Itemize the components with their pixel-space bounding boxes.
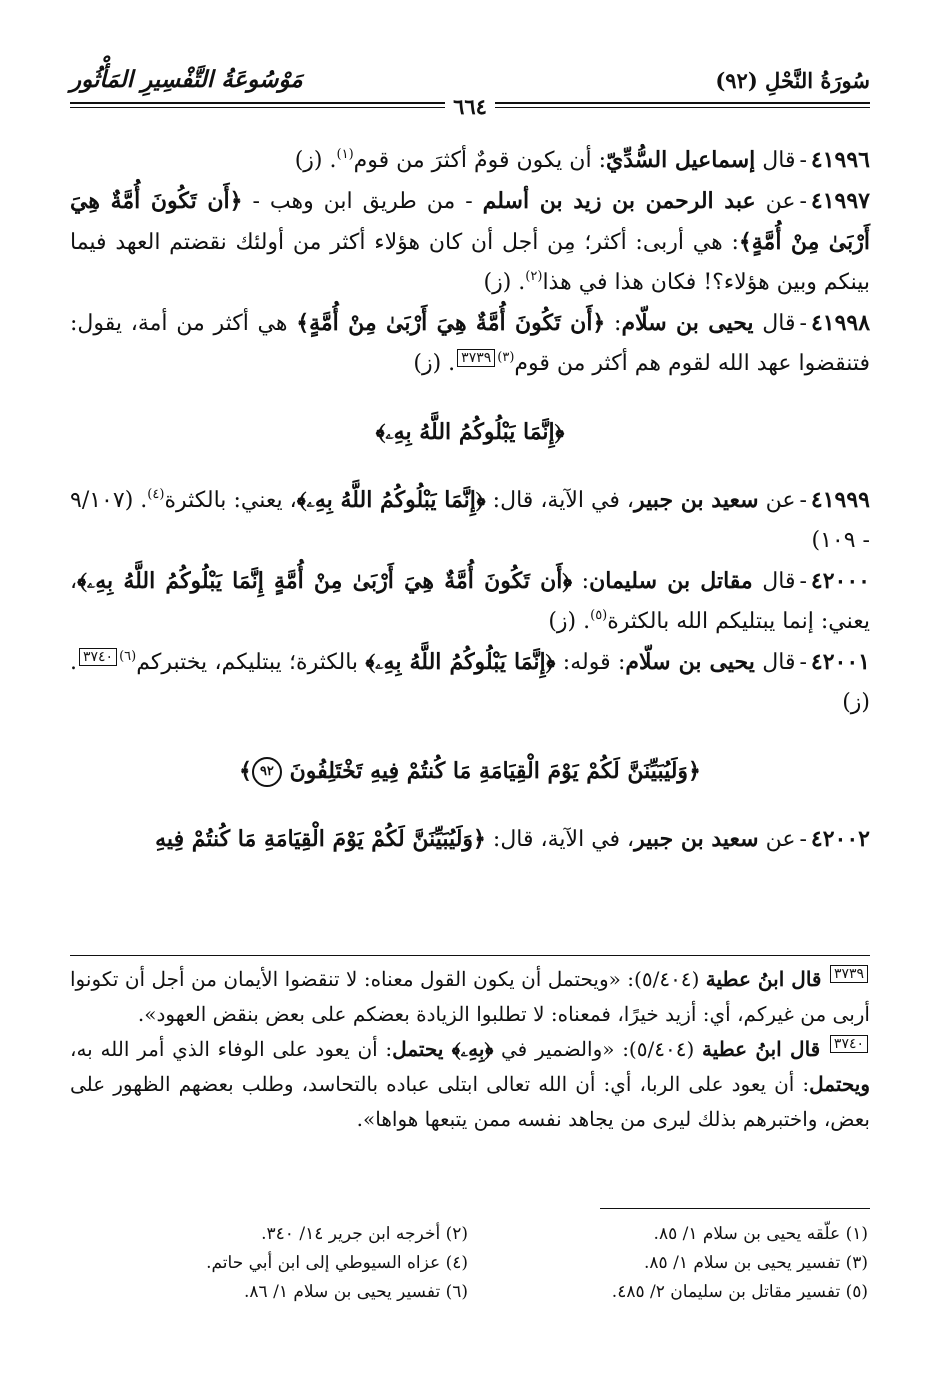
- narrator-name: مقاتل بن سليمان: [589, 568, 753, 594]
- book-title: مَوْسُوعَةُ التَّفْسِيرِ المَأْثُور: [70, 66, 303, 93]
- surah-title: سُورَةُ النَّحْلِ (٩٢): [715, 68, 870, 93]
- quran-quote: ﴿إِنَّمَا يَبْلُوكُمُ اللَّهُ بِهِۦ﴾: [296, 487, 486, 513]
- note-3739: ٣٧٣٩ قال ابنُ عطية (٥/٤٠٤): «ويحتمل أن يكون القول معناه: لا تنقضوا الأيمان من أجل أن تكونوا أربى من غيركم، أي: أزيد خيرًا، فمعناه: لا تطلبوا الزيادة بعضكم على بعض بنقض العهود».: [70, 966, 870, 1026]
- footnote-1: (١) علّقه يحيى بن سلام ١/ ٨٥.: [653, 1224, 868, 1244]
- narrator-name: سعيد بن جبير: [634, 487, 759, 513]
- notes-divider: [70, 955, 870, 956]
- main-content: [70, 140, 870, 860]
- narration-41999: ٤١٩٩٩-عن سعيد بن جبير، في الآية، قال: ﴿إِنَّمَا يَبْلُوكُمُ اللَّهُ بِهِۦ﴾، يعني: بالكثرة$^{(٤)}$. (٩/١٠٧ - ١٠٩): [70, 487, 870, 553]
- footnote-2: (٢) أخرجه ابن جرير ١٤/ ٣٤٠.: [261, 1224, 468, 1244]
- narration-41997: ٤١٩٩٧-عن عبد الرحمن بن زيد بن أسلم - من طريق ابن وهب - ﴿أَن تَكُونَ أُمَّةٌ هِيَ أَرْبَىٰ مِنْ أُمَّةٍ﴾: هي أربى: أكثر؛ مِن أجل أن كان هؤلاء أكثر من أولئك نقضتم العهد فيما بينكم وبين هؤلاء؟! فكان هذا في هذا$^{(٢)}$. (ز): [70, 188, 870, 295]
- footnote-4: (٤) عزاه السيوطي إلى ابن أبي حاتم.: [206, 1253, 468, 1273]
- narration-41996: ٤١٩٩٦-قال إسماعيل السُّدِّيّ: أن يكون قومٌ أكثرَ من قوم$^{(١)}$. (ز): [294, 147, 870, 173]
- quran-quote: ﴿وَلَيُبَيِّنَنَّ لَكُمْ يَوْمَ الْقِيَامَةِ مَا كُنتُمْ فِيهِ: [155, 826, 486, 852]
- quran-quote: ﴿إِنَّمَا يَبْلُوكُمُ اللَّهُ بِهِۦ﴾: [365, 649, 556, 675]
- narration-42000: ٤٢٠٠٠-قال مقاتل بن سليمان: ﴿أَن تَكُونَ أُمَّةٌ هِيَ أَرْبَىٰ مِنْ أُمَّةٍ إِنَّمَا يَبْلُوكُمُ اللَّهُ بِهِۦ﴾، يعني: إنما يبتليكم الله بالكثرة$^{(٥)}$. (ز): [70, 568, 870, 634]
- verse-heading-2: ﴿وَلَيُبَيِّنَنَّ لَكُمْ يَوْمَ الْقِيَامَةِ مَا كُنتُمْ فِيهِ تَخْتَلِفُونَ ٩٢﴾: [70, 751, 870, 791]
- ayah-number-marker: ٩٢: [252, 757, 282, 787]
- footnote-ref[interactable]: (٤): [147, 487, 165, 502]
- narration-42001: ٤٢٠٠١-قال يحيى بن سلّام: قوله: ﴿إِنَّمَا يَبْلُوكُمُ اللَّهُ بِهِۦ﴾ بالكثرة؛ يبتليكم، يختبركم$^{(٦)}$٣٧٤٠. (ز): [70, 649, 870, 715]
- narration-number: ٤١٩٩٦: [810, 147, 870, 173]
- note-tag[interactable]: ٣٧٤٠: [79, 648, 117, 666]
- footnotes-divider: [600, 1208, 870, 1209]
- narration-number: ٤١٩٩٧: [810, 188, 870, 214]
- verse-heading: ﴿إِنَّمَا يَبْلُوكُمُ اللَّهُ بِهِۦ﴾: [375, 419, 565, 445]
- page-header: [70, 62, 870, 119]
- narrator-name: يحيى بن سلّام: [621, 310, 754, 336]
- narration-number: ٤٢٠٠٠: [810, 568, 870, 594]
- commentary-notes: [70, 962, 870, 1137]
- page-number: ٦٦٤: [445, 94, 495, 119]
- narration-number: ٤٢٠٠١: [810, 649, 870, 675]
- narrator-name: إسماعيل السُّدِّيّ: [605, 147, 756, 173]
- footnote-3: (٣) تفسير يحيى بن سلام ١/ ٨٥.: [644, 1253, 868, 1273]
- footnote-ref[interactable]: (٥): [590, 608, 608, 623]
- quran-quote: ﴿بِهِۦ﴾: [451, 1037, 494, 1061]
- footnote-6: (٦) تفسير يحيى بن سلام ١/ ٨٦.: [244, 1282, 468, 1302]
- narrator-name: سعيد بن جبير: [634, 826, 759, 852]
- narration-number: ٤١٩٩٨: [810, 310, 871, 336]
- narration-number: ٤٢٠٠٢: [810, 826, 870, 852]
- note-tag: ٣٧٤٠: [830, 1035, 868, 1053]
- footnote-ref[interactable]: (٣): [497, 350, 515, 365]
- footnote-5: (٥) تفسير مقاتل بن سليمان ٢/ ٤٨٥.: [611, 1282, 868, 1302]
- narration-number: ٤١٩٩٩: [810, 487, 870, 513]
- note-3740: ٣٧٤٠ قال ابنُ عطية (٥/٤٠٤): «والضمير في ﴿بِهِۦ﴾ يحتمل: أن يعود على الوفاء الذي أمر الله به، ويحتمل: أن يعود على الربا، أي: أن الله تعالى ابتلى عباده بالتحاسد، وطلب بعضهم الظهور على بعض، واختبرهم بذلك ليرى من يجاهد نفسه ممن يتبعها هواها».: [70, 1036, 870, 1131]
- narrator-name: يحيى بن سلّام: [625, 649, 755, 675]
- note-tag[interactable]: ٣٧٣٩: [457, 349, 495, 367]
- footnote-ref[interactable]: (٢): [525, 269, 543, 284]
- footnote-ref[interactable]: (١): [336, 147, 354, 162]
- quran-quote: ﴿أَن تَكُونَ أُمَّةٌ هِيَ أَرْبَىٰ مِنْ أُمَّةٍ﴾: [296, 310, 606, 336]
- footnote-ref[interactable]: (٦): [119, 649, 137, 664]
- note-tag: ٣٧٣٩: [830, 965, 868, 983]
- narrator-name: عبد الرحمن بن زيد بن أسلم: [482, 188, 756, 214]
- narration-42002: ٤٢٠٠٢-عن سعيد بن جبير، في الآية، قال: ﴿وَلَيُبَيِّنَنَّ لَكُمْ يَوْمَ الْقِيَامَةِ مَا كُنتُمْ فِيهِ: [155, 826, 870, 852]
- quran-quote: ﴿أَن تَكُونَ أُمَّةٌ هِيَ أَرْبَىٰ مِنْ أُمَّةٍ﴾: [70, 188, 870, 255]
- quran-quote: ﴿أَن تَكُونَ أُمَّةٌ هِيَ أَرْبَىٰ مِنْ أُمَّةٍ إِنَّمَا يَبْلُوكُمُ اللَّهُ بِهِۦ﴾: [77, 568, 573, 594]
- footnotes: [70, 1220, 870, 1307]
- narration-41998: ٤١٩٩٨-قال يحيى بن سلّام: ﴿أَن تَكُونَ أُمَّةٌ هِيَ أَرْبَىٰ مِنْ أُمَّةٍ﴾ هي أكثر من أمة، يقول: فتنقضوا عهد الله لقوم هم أكثر من قوم$^{(٣)}$٣٧٣٩. (ز): [70, 310, 871, 376]
